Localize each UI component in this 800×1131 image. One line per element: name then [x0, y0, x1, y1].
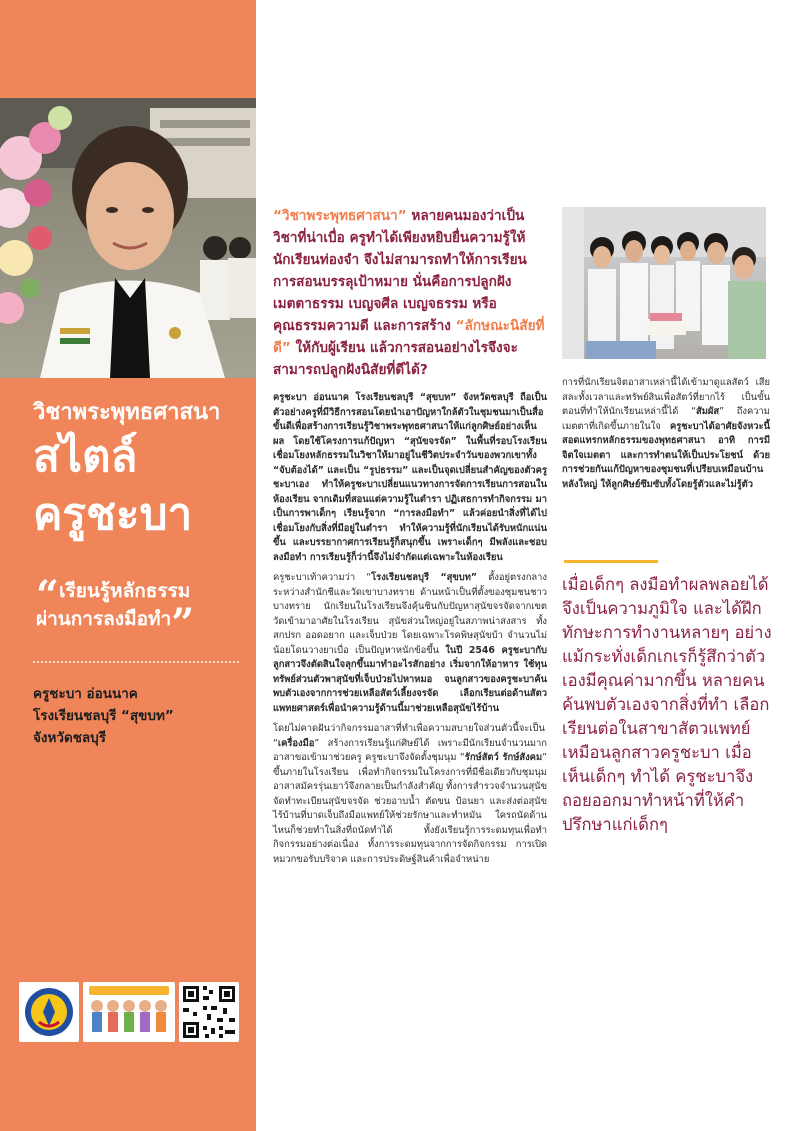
- sidebar-quote: [36, 572, 246, 647]
- body-paragraph-1: ครูชะบา อ่อนนาค โรงเรียนชลบุรี “สุขบท” จังหวัดชลบุรี ถือเป็นตัวอย่างครูที่มีวิธีการสอนโดยนำเอาปัญหาใกล้ตัวในชุมชนมาเป็นสื่อขั้นดีเพื่อสร้างการเรียนรู้วิชาพระพุทธศาสนาให้แก่ลูกศิษย์อย่างเห็นผล โดยใช้โครงการแก้ปัญหา “สุนัขจรจัด” ในพื้นที่รอบโรงเรียน เชื่อมโยงหลักธรรมในวิชาให้มาอยู่ในชีวิตประจำวันของพวกเขาทั้ง “จับต้องได้” และเป็น “รูปธรรม” และเป็นจุดเปลี่ยนสำคัญของตัวครูชะบาเอง ทำให้ครูชะบาเปลี่ยนแนวทางการจัดการเรียนการสอนในห้องเรียน จากเดิมที่สอนแต่ความรู้ในตำรา ปฏิเสธการทำกิจกรรม มาเป็นการพาเด็กๆ เรียนรู้จาก “การลงมือทำ” แล้วค่อยนำสิ่งที่ได้ไปเชื่อมโยงกับสิ่งที่มีอยู่ในตำรา ทำให้ความรู้ที่นักเรียนได้รับหนักแน่นขึ้น และบรรยากาศการเรียนรู้ก็สนุกขึ้น เพราะเด็กๆ มีพลังและชอบลงมือทำ การเรียนรู้ก็ว่านี้จึงไม่จำกัดแต่เฉพาะในห้องเรียน: [273, 392, 547, 563]
- logo-strip: [19, 982, 241, 1042]
- students-logo: [83, 982, 175, 1042]
- body-paragraph-2: [273, 571, 547, 716]
- seal-logo-icon: [19, 982, 79, 1042]
- p2-text-c: ตั้งอยู่ตรงกลางระหว่างสำนักชีและวัดเขาบางทราย ด้านหน้าเป็นที่ตั้งของชุมชนชาวบางทราย นักเรียนในโรงเรียนจึงคุ้นชินกับปัญหาสุนัขจรจัดจากเขตวัดเข้ามาอาศัยในโรงเรียน สุนัขส่วนใหญ่อยู่ในสภาพน่าสงสาร ทั้งสกปรก ออดอยาก และเจ็บป่วย โดยเฉพาะโรคพิษสุนัขบ้า จำนวนไม่น้อยโดนวางยาเบื่อ เป็นปัญหาหนักข้อขึ้น: [273, 572, 547, 656]
- body-column-1: [273, 391, 547, 873]
- qr-code-icon: [179, 982, 239, 1042]
- intro-text-2: ให้กับผู้เรียน แล้วการสอนอย่างไรจึงจะสามารถปลูกฝังนิสัยที่ดีได้?: [273, 340, 518, 378]
- close-quote-mark: ”: [171, 600, 195, 647]
- intro-highlight-subject: “วิชาพระพุทธศาสนา”: [273, 208, 407, 224]
- pullquote-rule: [564, 560, 658, 563]
- title-line-1: สไตล์: [33, 431, 138, 482]
- students-group-illustration: [562, 207, 766, 359]
- author-school: โรงเรียนชลบุรี “สุขบท”: [33, 708, 174, 724]
- author-province: จังหวัดชลบุรี: [33, 730, 107, 746]
- p3-text-c: ” สร้างการเรียนรู้แก่ศิษย์ได้ เพราะมีนักเรียนจำนวนมากอาสาขอเข้ามาช่วยครู ครูชะบาจึงจัดตั้งชุมนุม “: [273, 737, 547, 763]
- p3-tool-word: เครื่องมือ: [277, 737, 315, 749]
- col2-touch-word: สัมผัส: [695, 406, 720, 417]
- qr-code[interactable]: [179, 982, 239, 1042]
- teacher-portrait-photo: [0, 98, 256, 378]
- author-info: [33, 683, 243, 749]
- title-line-2: ครูชะบา: [33, 489, 193, 540]
- seal-logo: [19, 982, 79, 1042]
- students-group-photo: [562, 207, 766, 359]
- col2-text-1: การที่นักเรียนจิตอาสาเหล่านี้ได้เข้ามาดูแลสัตว์ เสียสละทั้งเวลาและทรัพย์สินเพื่อสัตว์ที่ยากไร้ เป็นขั้นตอนที่ทำให้นักเรียนเหล่านี้ได้ “: [562, 377, 770, 417]
- dotted-divider: [33, 661, 239, 663]
- col2-text-3: ” ถึงความเมตตาที่เกิดขึ้นภายในใจ: [562, 406, 770, 432]
- p3-club-name: รักษ์สัตว์ รักษ์สังคม: [464, 752, 543, 763]
- body-column-2: [562, 376, 770, 498]
- pull-quote: เมื่อเด็กๆ ลงมือทำผลพลอยได้จึงเป็นความภูมิใจ และได้ฝึกทักษะการทำงานหลายๆ อย่าง แม้กระทั่งเด็กเกเรก็รู้สึกว่าตัวเองมีคุณค่ามากขึ้น หลายคนค้นพบตัวเองจากสิ่งที่ทำ เลือกเรียนต่อในสาขาสัตวแพทย์เหมือนลูกสาวครูชะบา เมื่อเห็นเด็กๆ ทำได้ ครูชะบาจึงถอยออกมาทำหน้าที่ให้คำปรึกษาแก่เด็กๆ: [562, 575, 772, 834]
- intro-text-1: หลายคนมองว่าเป็นวิชาที่น่าเบื่อ ครูทำได้เพียงหยิบยื่นความรู้ให้นักเรียนท่องจำ จึงไม่สามารถทำให้การเรียนการสอนบรรลุเป้าหมาย นั่นคือการปลูกฝังเมตตาธรรม เบญจศีล เบญจธรรม หรือคุณธรรมความดี และการสร้าง: [273, 208, 527, 334]
- subject-heading: วิชาพระพุทธศาสนา: [33, 400, 221, 425]
- body-paragraph-3: [273, 722, 547, 867]
- quote-line-2: ผ่านการลงมือทำ: [36, 608, 172, 630]
- open-quote-mark: “: [36, 572, 60, 619]
- intro-paragraph: [273, 205, 546, 381]
- p2-school-name: โรงเรียนชลบุรี “สุขบท”: [371, 572, 478, 583]
- col2-bold-text: ครูชะบาได้อาศัยจังหวะนี้สอดแทรกหลักธรรมของพุทธศาสนา อาทิ การมีจิตใจเมตตา และการทำตนให้เป็นประโยชน์ ด้วยการช่วยกันแก้ปัญหาของชุมชนที่เปรียบเหมือนบ้านหลังใหญ่ ให้ลูกศิษย์ซึมซับทั้งโดยรู้ตัวและไม่รู้ตัว: [562, 420, 770, 490]
- article-title: [33, 398, 243, 544]
- p2-text-a: ครูชะบาเท้าความว่า “: [273, 572, 372, 583]
- students-cartoon-icon: [83, 982, 175, 1042]
- p3-text-e: ” ขึ้นภายในโรงเรียน เพื่อทำกิจกรรมในโครงการที่มีชื่อเดียวกับชุมนุม อาสาสมัครรุ่นเยาว์จึงกลายเป็นกำลังสำคัญ ทั้งการสำรวจจำนวนสุนัข จัดทำทะเบียนสุนัขจรจัด ช่วยอาบน้ำ ตัดขน ป้อนยา และส่งต่อสุนัขไร้บ้านที่บาดเจ็บถึงมือแพทย์ให้ช่วยรักษาและทำหมัน ใครถนัดด้านไหนก็ช่วยทำในสิ่งที่ถนัดทำได้ ทั้งยังเรียนรู้การระดมทุนเพื่อทำกิจกรรมอย่างต่อเนื่อง ทั้งการระดมทุนจากการจัดกิจกรรม การเปิดหมวกขอรับบริจาค และการประดิษฐ์สินค้าเพื่อจำหน่าย: [273, 752, 547, 865]
- intro-highlight-character: “ลักษณะนิสัยที่ดี”: [273, 318, 545, 356]
- quote-line-1: เรียนรู้หลักธรรม: [59, 580, 191, 602]
- teacher-portrait-illustration: [0, 98, 256, 378]
- col2-paragraph: [562, 376, 770, 492]
- p3-text-a: โดยไม่คาดฝันว่ากิจกรรมอาสาที่ทำเพื่อความสบายใจส่วนตัวนี้จะเป็น “: [273, 723, 545, 749]
- p2-bold-text: ในปี 2546 ครูชะบากับลูกสาวจึงตัดสินใจลุกขึ้นมาทำอะไรสักอย่าง เริ่มจากให้อาหาร ใช้ทุนทรัพย์ส่วนตัวพาสุนัขที่เจ็บป่วยไปหาหมอ จนลูกสาวของครูชะบาค้นพบตัวเองจากการช่วยเหลือสัตว์เลี้ยงจรจัด เลือกเรียนต่อด้านสัตวแพทยศาสตร์เพื่อนำความรู้ด้านนี้มาช่วยเหลือสุนัขไร้บ้าน: [273, 644, 548, 714]
- author-name: ครูชะบา อ่อนนาค: [33, 686, 138, 702]
